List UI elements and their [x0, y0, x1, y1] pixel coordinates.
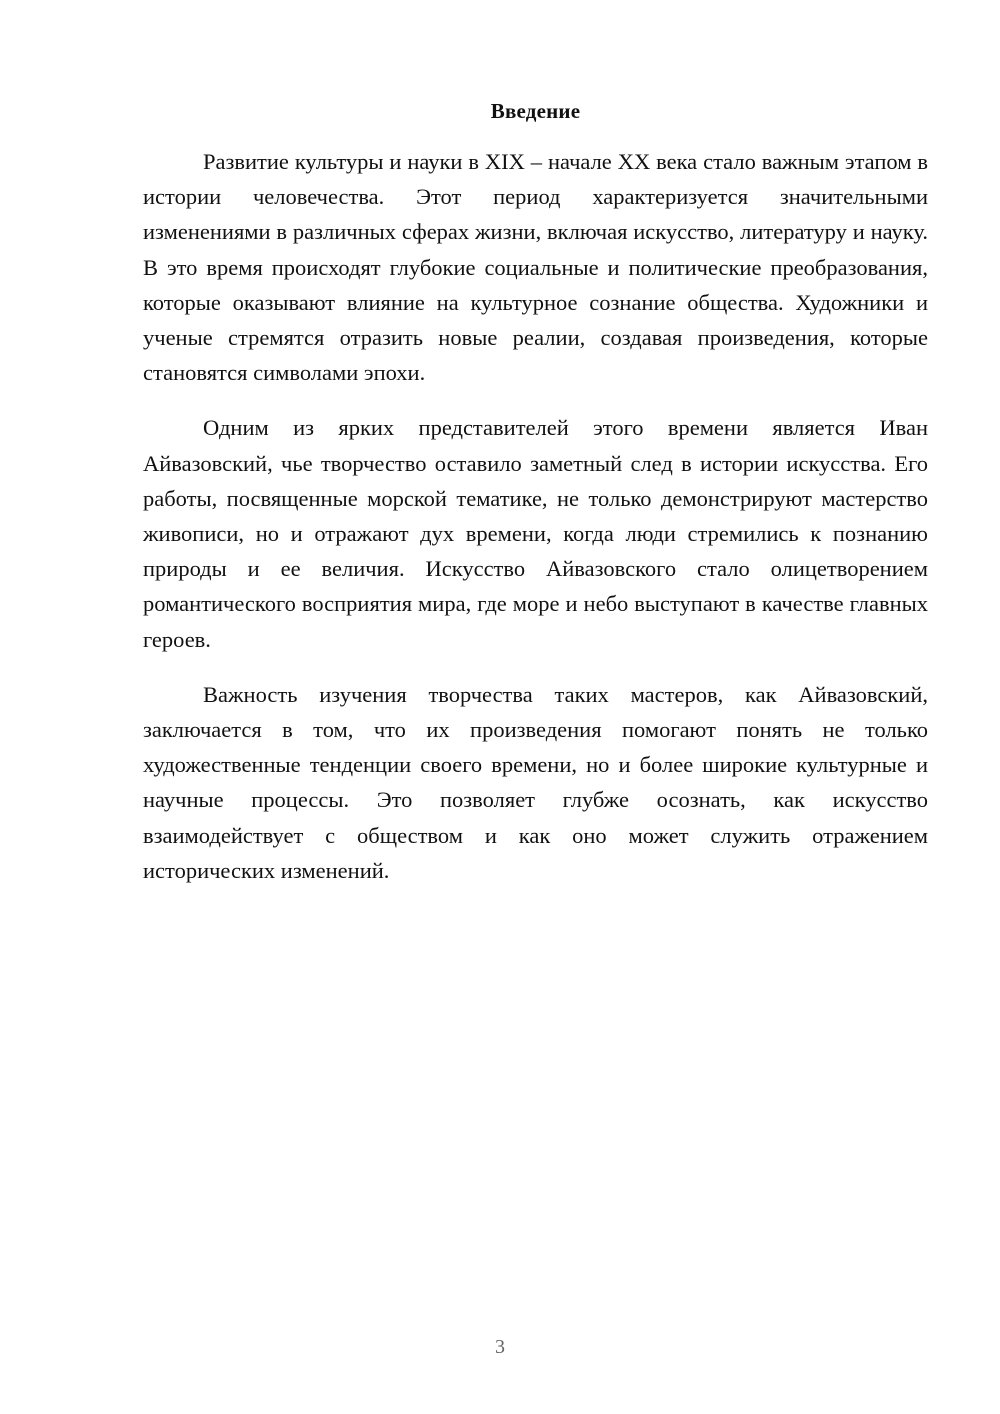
page-number: 3 [495, 1336, 505, 1358]
document-body [143, 96, 928, 908]
paragraph-1: Развитие культуры и науки в XIX – начале XX века стало важным этапом в истории человечества. Этот период характеризуется значительными изменениями в различных сферах жизни, включая искусство, литературу и науку. В это время происходят глубокие социальные и политические преобразования, которые оказывают влияние на культурное сознание общества. Художники и ученые стремятся отразить новые реалии, создавая произведения, которые становятся символами эпохи. [143, 149, 928, 386]
paragraph-2: Одним из ярких представителей этого времени является Иван Айвазовский, чье творчество оставило заметный след в истории искусства. Его работы, посвященные морской тематике, не только демонстрируют мастерство живописи, но и отражают дух времени, когда люди стремились к познанию природы и ее величия. Искусство Айвазовского стало олицетворением романтического восприятия мира, где море и небо выступают в качестве главных героев. [143, 415, 928, 652]
section-heading: Введение [490, 99, 581, 123]
paragraph-3: Важность изучения творчества таких мастеров, как Айвазовский, заключается в том, что их произведения помогают понять не только художественные тенденции своего времени, но и более широкие культурные и научные процессы. Это позволяет глубже осознать, как искусство взаимодействует с обществом и как оно может служить отражением исторических изменений. [143, 681, 928, 883]
